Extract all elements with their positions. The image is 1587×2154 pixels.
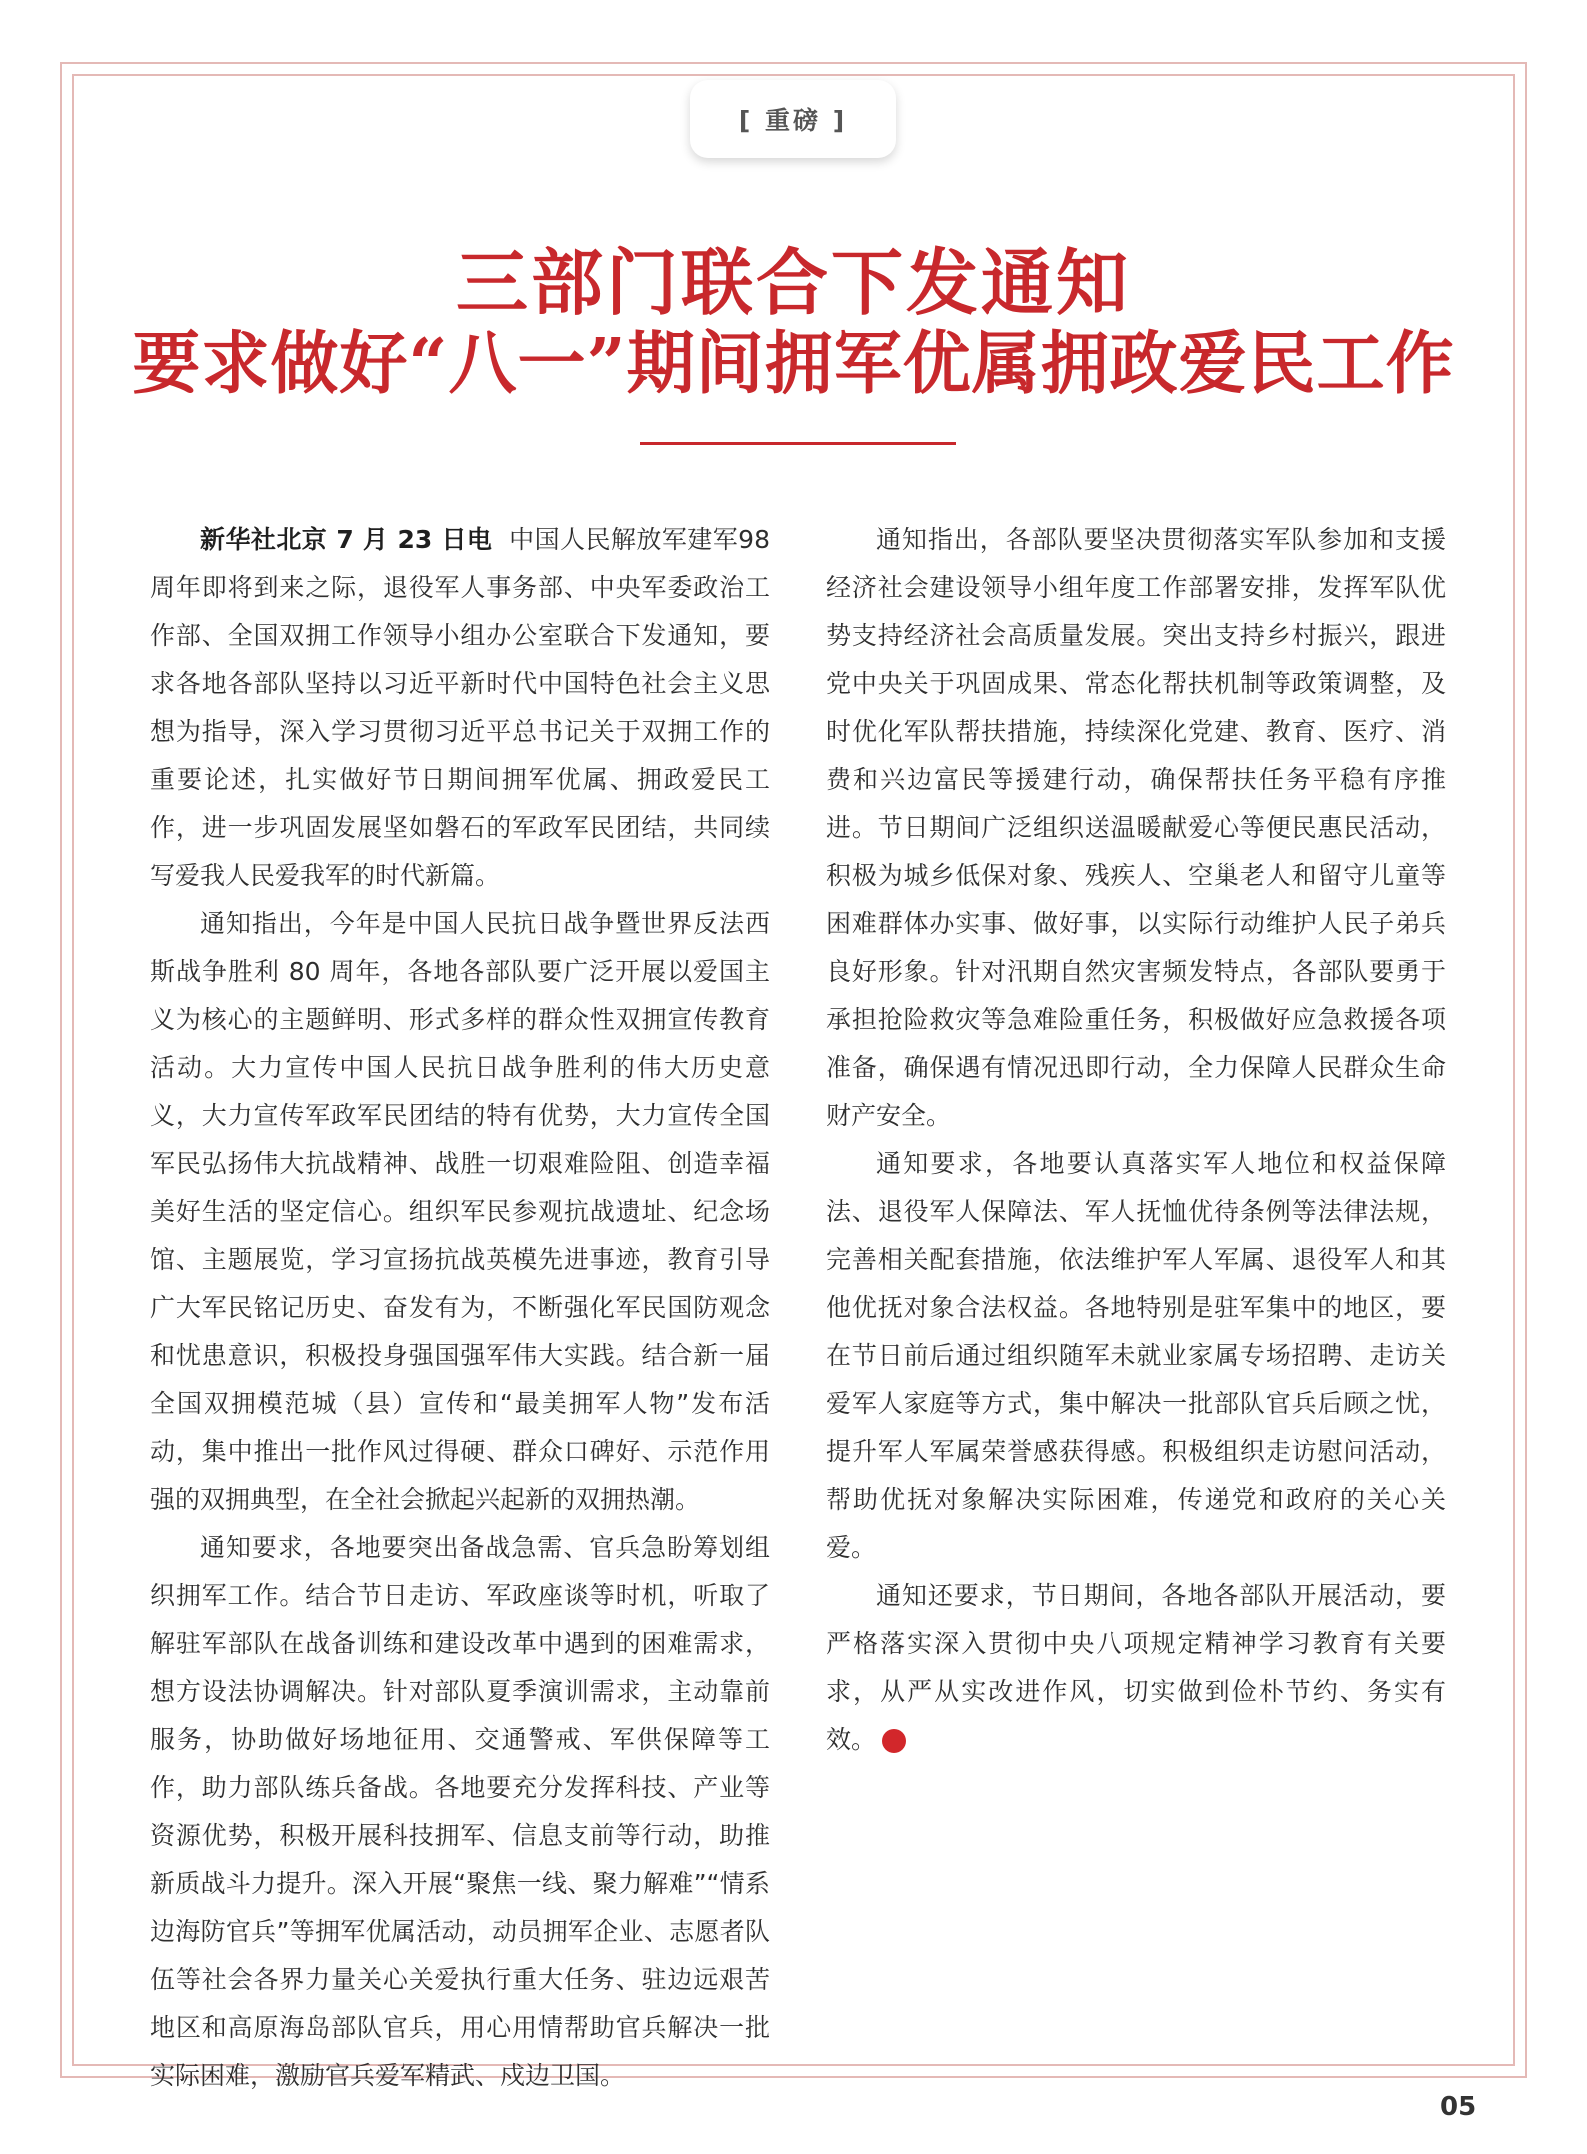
headline-line-2: 要求做好“八一”期间拥军优属拥政爱民工作 — [132, 324, 1455, 404]
body-paragraph-4: 通知指出，各部队要坚决贯彻落实军队参加和支援经济社会建设领导小组年度工作部署安排，发挥军队优势支持经济社会高质量发展。突出支持乡村振兴，跟进党中央关于巩固成果、常态化帮扶机制等政策调整，及时优化军队帮扶措施，持续深化党建、教育、医疗、消费和兴边富民等援建行动，确保帮扶任务平稳有序推进。节日期间广泛组织送温暖献爱心等便民惠民活动，积极为城乡低保对象、残疾人、空巢老人和留守儿童等困难群体办实事、做好事，以实际行动维护人民子弟兵良好形象。针对汛期自然灾害频发特点，各部队要勇于承担抢险救灾等急难险重任务，积极做好应急救援各项准备，确保遇有情况迅即行动，全力保障人民群众生命财产安全。 — [826, 525, 1446, 1130]
lead-paragraph — [150, 516, 770, 900]
article-column-right — [826, 516, 1446, 1764]
dateline: 新华社北京 7 月 23 日电 — [200, 525, 493, 554]
body-paragraph-5: 通知要求，各地要认真落实军人地位和权益保障法、退役军人保障法、军人抚恤优待条例等法律法规，完善相关配套措施，依法维护军人军属、退役军人和其他优抚对象合法权益。各地特别是驻军集中的地区，要在节日前后通过组织随军未就业家属专场招聘、走访关爱军人家庭等方式，集中解决一批部队官兵后顾之忧，提升军人军属荣誉感获得感。积极组织走访慰问活动，帮助优抚对象解决实际困难，传递党和政府的关心关爱。 — [826, 1149, 1446, 1562]
body-paragraph-6 — [826, 1572, 1446, 1764]
body-paragraph-2: 通知指出，今年是中国人民抗日战争暨世界反法西斯战争胜利 80 周年，各地各部队要广泛开展以爱国主义为核心的主题鲜明、形式多样的群众性双拥宣传教育活动。大力宣传中国人民抗日战争胜利的伟大历史意义，大力宣传军政军民团结的特有优势，大力宣传全国军民弘扬伟大抗战精神、战胜一切艰难险阻、创造幸福美好生活的坚定信心。组织军民参观抗战遗址、纪念场馆、主题展览，学习宣扬抗战英模先进事迹，教育引导广大军民铭记历史、奋发有为，不断强化军民国防观念和忧患意识，积极投身强国强军伟大实践。结合新一届全国双拥模范城（县）宣传和“最美拥军人物”发布活动，集中推出一批作风过得硬、群众口碑好、示范作用强的双拥典型，在全社会掀起兴起新的双拥热潮。 — [150, 909, 770, 1514]
body-paragraph-3: 通知要求，各地要突出备战急需、官兵急盼筹划组织拥军工作。结合节日走访、军政座谈等时机，听取了解驻军部队在战备训练和建设改革中遇到的困难需求，想方设法协调解决。针对部队夏季演训需求，主动靠前服务，协助做好场地征用、交通警戒、军供保障等工作，助力部队练兵备战。各地要充分发挥科技、产业等资源优势，积极开展科技拥军、信息支前等行动，助推新质战斗力提升。深入开展“聚焦一线、聚力解难”“情系边海防官兵”等拥军优属活动，动员拥军企业、志愿者队伍等社会各界力量关心关爱执行重大任务、驻边远艰苦地区和高原海岛部队官兵，用心用情帮助官兵解决一批实际困难，激励官兵爱军精武、戍边卫国。 — [150, 1533, 770, 2090]
title-divider — [640, 442, 956, 445]
end-mark-icon: N — [882, 1729, 906, 1753]
body-paragraph-6-text: 通知还要求，节日期间，各地各部队开展活动，要严格落实深入贯彻中央八项规定精神学习教育有关要求，从严从实改进作风，切实做到俭朴节约、务实有效。 — [826, 1581, 1446, 1754]
headline-line-1: 三部门联合下发通知 — [455, 240, 1131, 325]
section-tag-label: [ 重磅 ] — [738, 106, 848, 135]
lead-text: 中国人民解放军建军98 周年即将到来之际，退役军人事务部、中央军委政治工作部、全国双拥工作领导小组办公室联合下发通知，要求各地各部队坚持以习近平新时代中国特色社会主义思想为指导，深入学习贯彻习近平总书记关于双拥工作的重要论述，扎实做好节日期间拥军优属、拥政爱民工作，进一步巩固发展坚如磐石的军政军民团结，共同续写爱我人民爱我军的时代新篇。 — [150, 525, 770, 890]
page-number: 05 — [1440, 2092, 1477, 2122]
section-tag — [690, 80, 896, 158]
article-column-left — [150, 516, 770, 2100]
